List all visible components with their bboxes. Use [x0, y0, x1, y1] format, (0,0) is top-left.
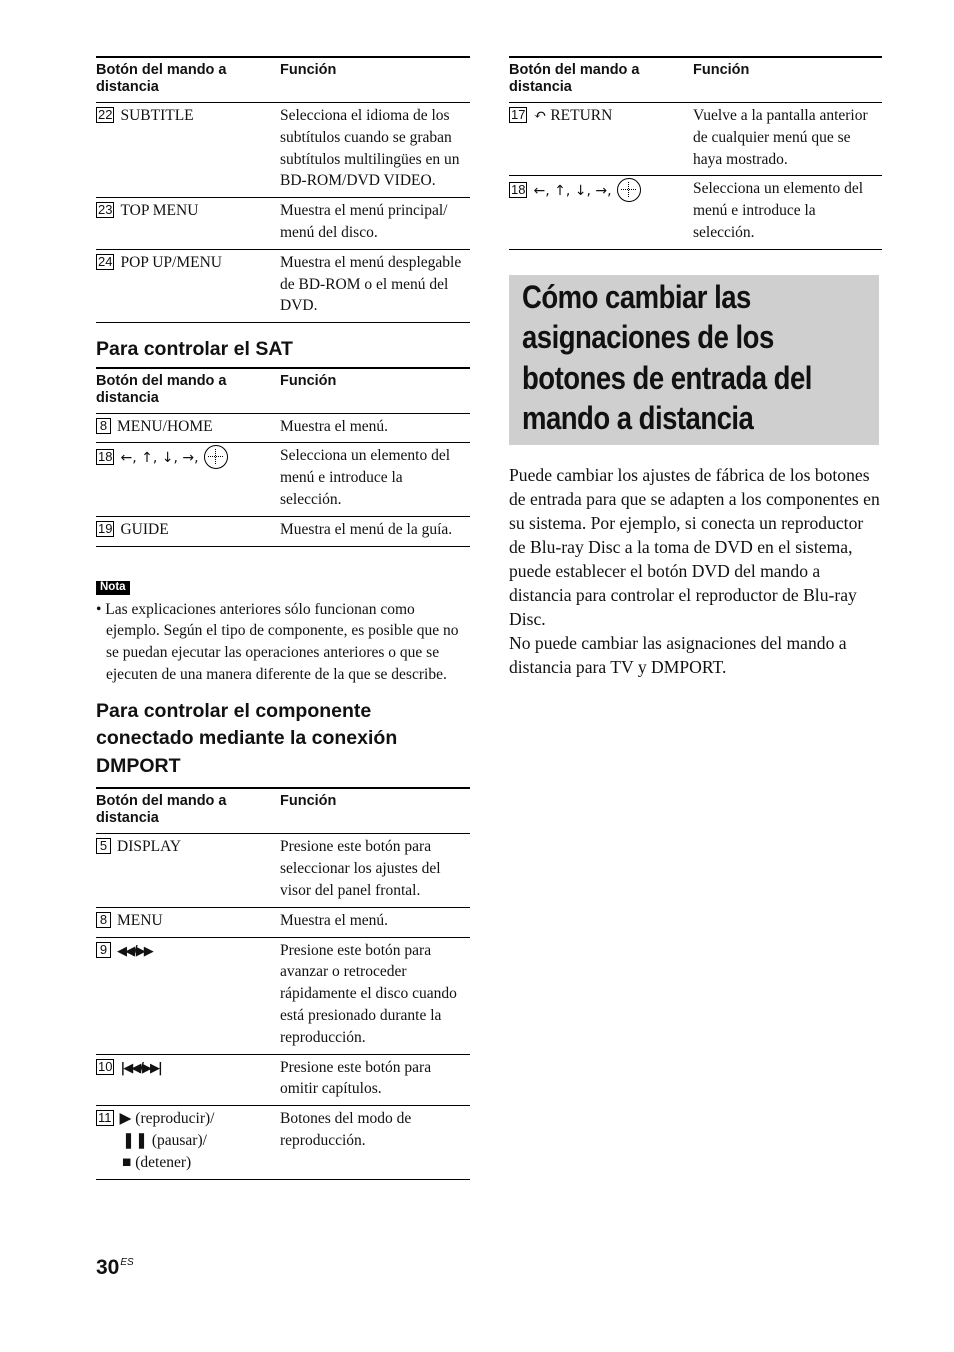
button-label: GUIDE [120, 520, 169, 538]
arrow-buttons-label: ←, ↑, ↓, →, [120, 450, 199, 467]
sat-heading: Para controlar el SAT [96, 338, 293, 361]
section-title-box [509, 275, 879, 445]
function-text: Muestra el menú principal/ menú del disco. [280, 198, 470, 250]
table-row [96, 103, 470, 198]
table-row [96, 198, 470, 250]
button-number: 22 [98, 107, 113, 122]
skip-chapter-icon: |◀◀/▶▶| [120, 1060, 161, 1076]
remote-table-dmport [96, 787, 470, 1179]
table-header-row [96, 788, 470, 834]
function-text: Presione este botón para avanzar o retroceder rápidamente el disco cuando está presionado durante la reproducción. [280, 937, 470, 1054]
remote-table-top-left [96, 56, 470, 323]
table-row [96, 834, 470, 907]
table-row [96, 516, 470, 546]
function-text: Vuelve a la pantalla anterior de cualquier menú que se haya mostrado. [693, 103, 882, 176]
function-text: Muestra el menú desplegable de BD-ROM o el menú del DVD. [280, 249, 470, 322]
button-number: 24 [98, 253, 113, 269]
section-paragraph-1: Puede cambiar los ajustes de fábrica de los botones de entrada para que se adapten a los componentes en su sistema. Por ejemplo, si conecta un reproductor de Blu-ray Disc a la toma de DVD en el sistema, puede establecer el botón DVD del mando a distancia para controlar el reproductor de Blu-ray Disc. [509, 464, 880, 629]
function-text: Presione este botón para seleccionar los ajustes del visor del panel frontal. [280, 834, 470, 907]
header-function: Función [280, 788, 470, 834]
page-language-suffix: ES [120, 1257, 134, 1268]
enter-button-icon [617, 178, 641, 202]
function-text: Selecciona el idioma de los subtítulos cuando se graban subtítulos multilingües en un BD-ROM/DVD VIDEO. [280, 103, 470, 198]
header-button: Botón del mando a distancia [96, 57, 280, 103]
note-block [96, 577, 470, 686]
table-row [96, 249, 470, 322]
pause-label: ❚❚ (pausar)/ [122, 1131, 207, 1149]
remote-table-top-right [509, 56, 882, 250]
return-button-label: ↶ RETURN [533, 107, 613, 124]
table-row [509, 103, 882, 176]
fast-forward-rewind-icon: ◀◀/▶▶ [117, 943, 152, 959]
table-row [96, 907, 470, 937]
table-row [509, 176, 882, 249]
table-row [96, 1054, 470, 1106]
button-label: MENU [117, 911, 163, 929]
button-number: 8 [96, 912, 111, 928]
table-row [96, 1106, 470, 1179]
button-number: 8 [96, 418, 111, 434]
function-text: Presione este botón para omitir capítulos. [280, 1054, 470, 1106]
table-header-row [96, 57, 470, 103]
table-row [96, 937, 470, 1054]
header-function: Función [280, 57, 470, 103]
stop-label: ■ (detener) [122, 1153, 192, 1171]
right-column [509, 56, 882, 679]
button-label: DISPLAY [117, 838, 182, 856]
button-number: 23 [98, 202, 113, 218]
button-number: 9 [96, 942, 111, 958]
header-function: Función [280, 368, 470, 414]
button-number: 5 [96, 838, 111, 854]
note-badge: Nota [96, 581, 130, 595]
note-text: • Las explicaciones anteriores sólo funcionan como ejemplo. Según el tipo de componente, es posible que no se puedan ejecutar las operaciones anteriores o que se ejecuten de una manera diferente de la que se describe. [96, 600, 459, 684]
page-number-value: 30 [96, 1256, 120, 1279]
table-row [96, 443, 470, 516]
button-number: 18 [511, 182, 526, 198]
table-row [96, 413, 470, 443]
left-column [96, 56, 470, 1180]
function-text: Botones del modo de reproducción. [280, 1106, 470, 1179]
function-text: Muestra el menú de la guía. [280, 516, 470, 546]
section-paragraph-2: No puede cambiar las asignaciones del mando a distancia para TV y DMPORT. [509, 632, 847, 677]
button-number: 11 [98, 1110, 112, 1126]
button-label: MENU/HOME [117, 417, 213, 435]
arrow-buttons-label: ←, ↑, ↓, →, [533, 183, 612, 200]
button-number: 10 [98, 1058, 113, 1074]
header-button: Botón del mando a distancia [96, 788, 280, 834]
function-text: Muestra el menú. [280, 907, 470, 937]
table-header-row [96, 368, 470, 414]
function-text: Muestra el menú. [280, 413, 470, 443]
page-number [96, 1256, 134, 1280]
button-number: 17 [511, 107, 526, 122]
play-label: ▶ (reproducir)/ [119, 1110, 215, 1128]
function-text: Selecciona un elemento del menú e introduce la selección. [280, 443, 470, 516]
header-function: Función [693, 57, 882, 103]
remote-table-sat [96, 367, 470, 547]
button-label: TOP MENU [120, 202, 199, 220]
header-button: Botón del mando a distancia [96, 368, 280, 414]
enter-button-icon [204, 445, 228, 469]
button-label: POP UP/MENU [120, 253, 222, 271]
header-button: Botón del mando a distancia [509, 57, 693, 103]
section-title: Cómo cambiar las asignaciones de los botones de entrada del mando a distancia [522, 278, 812, 437]
function-text: Selecciona un elemento del menú e introduce la selección. [693, 176, 882, 249]
button-number: 19 [98, 520, 113, 536]
button-number: 18 [98, 449, 113, 465]
button-label: SUBTITLE [120, 107, 194, 124]
dmport-heading: Para controlar el componente conectado mediante la conexión DMPORT [96, 699, 398, 777]
table-header-row [509, 57, 882, 103]
